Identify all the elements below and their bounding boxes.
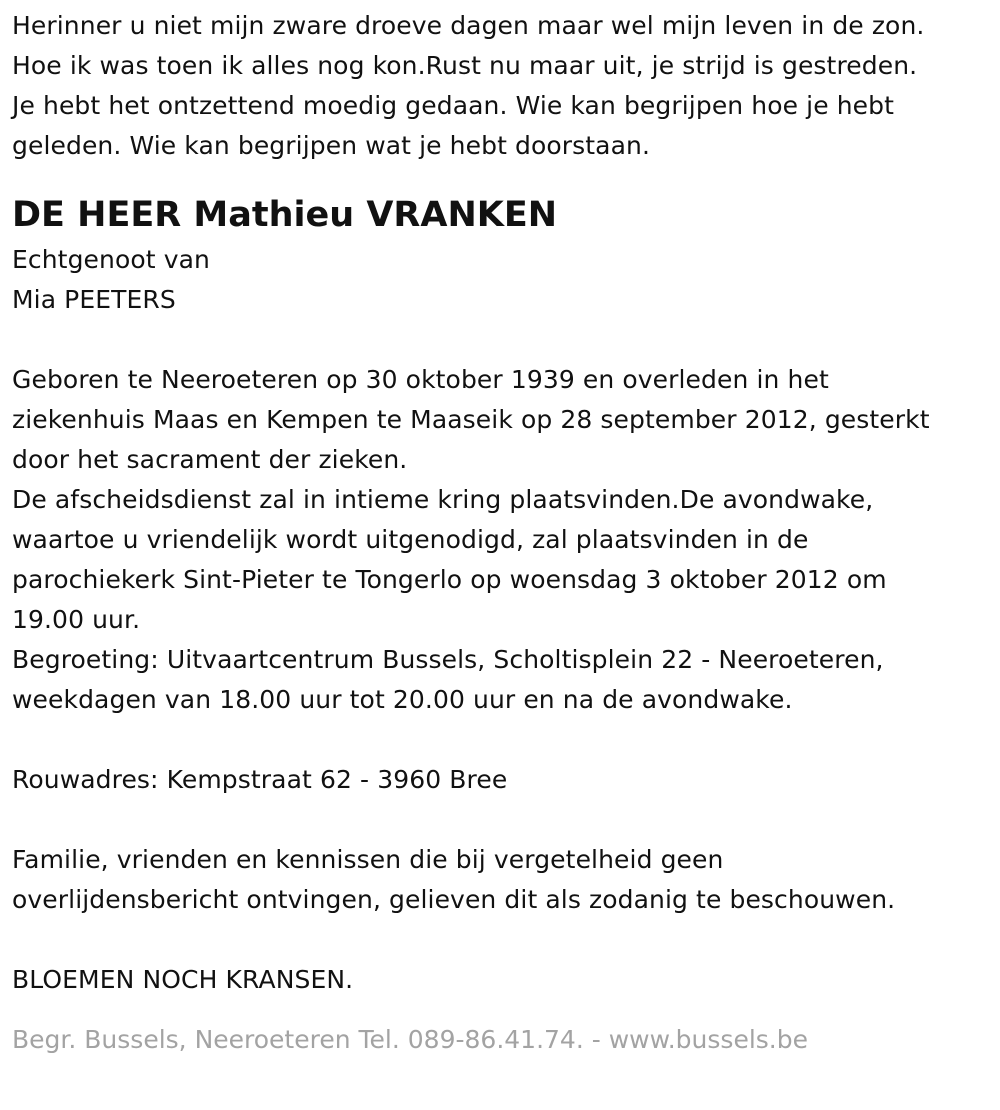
body-text [12, 360, 988, 720]
spacer [12, 720, 988, 760]
body-line: weekdagen van 18.00 uur tot 20.00 uur en na de avondwake. [12, 685, 793, 714]
body-line: 19.00 uur. [12, 605, 141, 634]
poem-line: geleden. Wie kan begrijpen wat je hebt doorstaan. [12, 131, 651, 160]
body-line: door het sacrament der zieken. [12, 445, 408, 474]
poem-line: Je hebt het ontzettend moedig gedaan. Wie kan begrijpen hoe je hebt [12, 91, 895, 120]
spouse-line: Mia PEETERS [12, 285, 176, 314]
spouse-line: Echtgenoot van [12, 245, 210, 274]
body-line: ziekenhuis Maas en Kempen te Maaseik op 28 september 2012, gesterkt [12, 405, 930, 434]
body-line: parochiekerk Sint-Pieter te Tongerlo op woensdag 3 oktober 2012 om [12, 565, 887, 594]
deceased-name: DE HEER Mathieu VRANKEN [12, 195, 558, 235]
flowers-notice: BLOEMEN NOCH KRANSEN. [12, 965, 354, 994]
notice-line: overlijdensbericht ontvingen, gelieven dit als zodanig te beschouwen. [12, 885, 896, 914]
poem-line: Herinner u niet mijn zware droeve dagen maar wel mijn leven in de zon. [12, 11, 925, 40]
spacer [12, 800, 988, 840]
body-line: De afscheidsdienst zal in intieme kring plaatsvinden.De avondwake, [12, 485, 874, 514]
funeral-home-footer: Begr. Bussels, Neeroeteren Tel. 089-86.41.74. - www.bussels.be [12, 1025, 808, 1054]
poem-line: Hoe ik was toen ik alles nog kon.Rust nu maar uit, je strijd is gestreden. [12, 51, 918, 80]
poem [12, 6, 988, 166]
spacer [12, 320, 988, 360]
body-line: Geboren te Neeroeteren op 30 oktober 1939 en overleden in het [12, 365, 829, 394]
mourning-address: Rouwadres: Kempstraat 62 - 3960 Bree [12, 765, 508, 794]
spacer [12, 920, 988, 960]
family-notice [12, 840, 988, 920]
body-line: Begroeting: Uitvaartcentrum Bussels, Scholtisplein 22 - Neeroeteren, [12, 645, 884, 674]
notice-line: Familie, vrienden en kennissen die bij vergetelheid geen [12, 845, 724, 874]
body-line: waartoe u vriendelijk wordt uitgenodigd, zal plaatsvinden in de [12, 525, 809, 554]
spouse-info [12, 240, 988, 320]
